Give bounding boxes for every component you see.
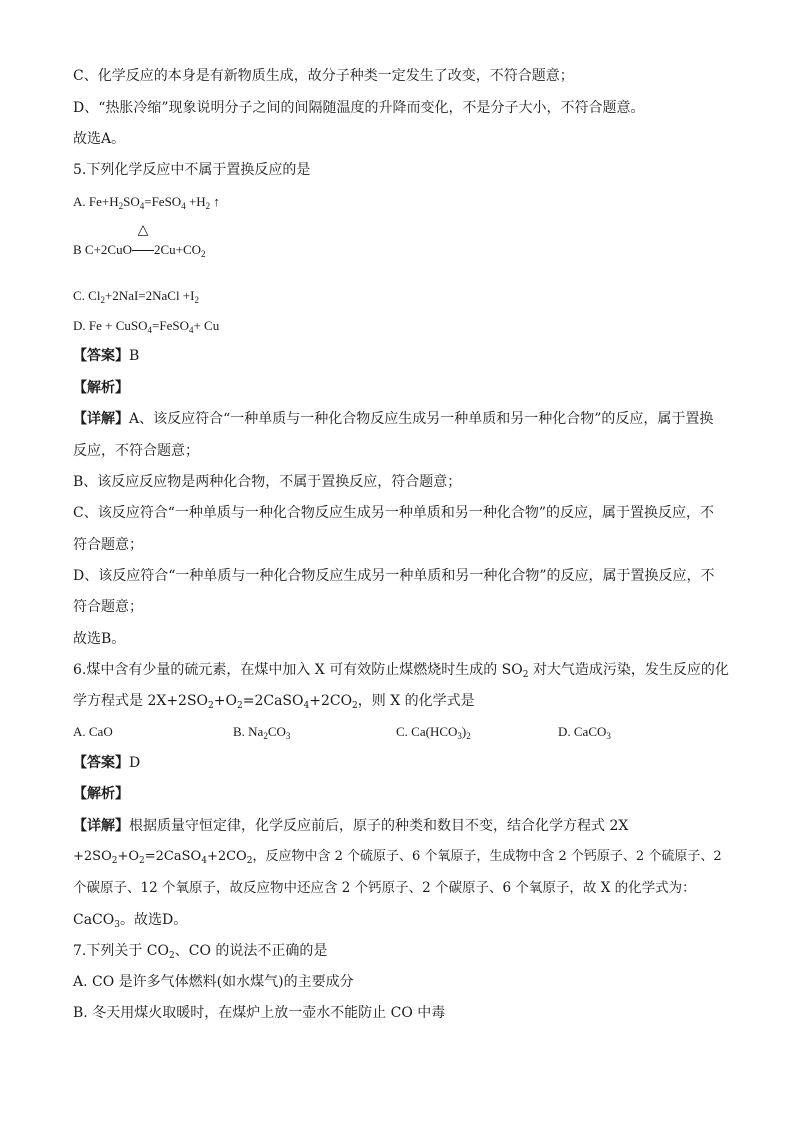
question-6-stem: 6.煤中含有少量的硫元素，在煤中加入 X 可有效防止煤燃烧时生成的 $SO_2$ 对大气造成污染，发生反应的化 xyxy=(73,662,729,680)
q6-explanation-line: 个碳原子、12 个氧原子，故反应物中还应含 2 个钙原子、2 个碳原子、6 个氧原子，故 X 的化学式为： xyxy=(73,880,696,896)
q5-explanation-line: 【详解】A、该反应符合“一种单质与一种化合物反应生成另一种单质和另一种化合物”的反应，属于置换 xyxy=(73,411,714,427)
question-7-stem: 7.下列关于 $CO_2$、CO 的说法不正确的是 xyxy=(73,943,328,961)
q6-analysis-tag: 【解析】 xyxy=(73,786,129,802)
paragraph-line: C、化学反应的本身是有新物质生成，故分子种类一定发生了改变，不符合题意； xyxy=(73,68,574,84)
detail-tag: 【详解】 xyxy=(73,411,129,427)
q7-option-a: A. CO 是许多气体燃料(如水煤气)的主要成分 xyxy=(73,974,354,990)
q6-option-a: A. CaO xyxy=(73,724,113,739)
q6-explanation-line: CaCO$_3$。故选D。 xyxy=(73,912,188,930)
q5-explanation-line: C、该反应符合“一种单质与一种化合物反应生成另一种单质和另一种化合物”的反应，属于置换反应，不 xyxy=(73,505,715,521)
q6-explanation-line: 【详解】根据质量守恒定律，化学反应前后，原子的种类和数目不变，结合化学方程式 2X xyxy=(73,818,629,834)
q5-explanation-line: 符合题意； xyxy=(73,599,143,615)
q6-answer xyxy=(73,753,140,773)
q5-explanation-line: D、该反应符合“一种单质与一种化合物反应生成另一种单质和另一种化合物”的反应，属于置换反应，不 xyxy=(73,568,715,584)
q5-explanation-line: 故选B。 xyxy=(73,631,126,647)
q6-options-row xyxy=(73,722,733,742)
paragraph-line: 故选A。 xyxy=(73,131,126,147)
q6-option-b: B. $Na_2CO_3$ xyxy=(233,724,291,741)
answer-tag: 【答案】 xyxy=(73,755,129,771)
q5-explanation-line: 反应，不符合题意； xyxy=(73,443,199,459)
q5-explanation-line: B、该反应反应物是两种化合物，不属于置换反应，符合题意； xyxy=(73,474,462,490)
q7-option-b: B. 冬天用煤火取暖时，在煤炉上放一壶水不能防止 CO 中毒 xyxy=(73,1005,446,1021)
question-5-stem: 5.下列化学反应中不属于置换反应的是 xyxy=(73,162,311,178)
q5-answer xyxy=(73,346,139,366)
answer-value: D xyxy=(129,755,141,771)
q5-analysis-tag: 【解析】 xyxy=(73,380,129,396)
q5-option-a: A. $Fe+H_2SO_4=FeSO_4 +H_2$ ↑ xyxy=(73,194,220,211)
q5-option-b: B C+2CuO △ $2Cu+CO_2$ xyxy=(73,223,206,259)
detail-tag: 【详解】 xyxy=(73,818,129,834)
q5-option-c: C. $Cl_2+2NaI=2NaCl +I_2$ xyxy=(73,288,199,305)
reaction-condition-heat: △ xyxy=(132,240,154,260)
paragraph-line: D、“热胀冷缩”现象说明分子之间的间隔随温度的升降而变化，不是分子大小，不符合题意。 xyxy=(73,100,645,116)
q5-explanation-line: 符合题意； xyxy=(73,537,143,553)
answer-value: B xyxy=(129,348,140,364)
q5-option-d: D. Fe + CuSO$_4$=FeSO$_4$+ Cu xyxy=(73,318,220,335)
q6-option-c: C. $Ca(HCO_3)_2$ xyxy=(396,724,471,741)
q6-option-d: D. CaCO$_3$ xyxy=(558,724,611,741)
question-6-stem: 学方程式是 $2X+2SO_2+O_2=2CaSO_4+2CO_2$，则 X 的化学式是 xyxy=(73,693,475,711)
answer-tag: 【答案】 xyxy=(73,348,129,364)
q6-explanation-line: $+2SO_2+O_2=2CaSO_4+2CO_2$，反应物中含 2 个硫原子、6 个氧原子，生成物中含 2 个钙原子、2 个硫原子、2 xyxy=(73,849,722,866)
